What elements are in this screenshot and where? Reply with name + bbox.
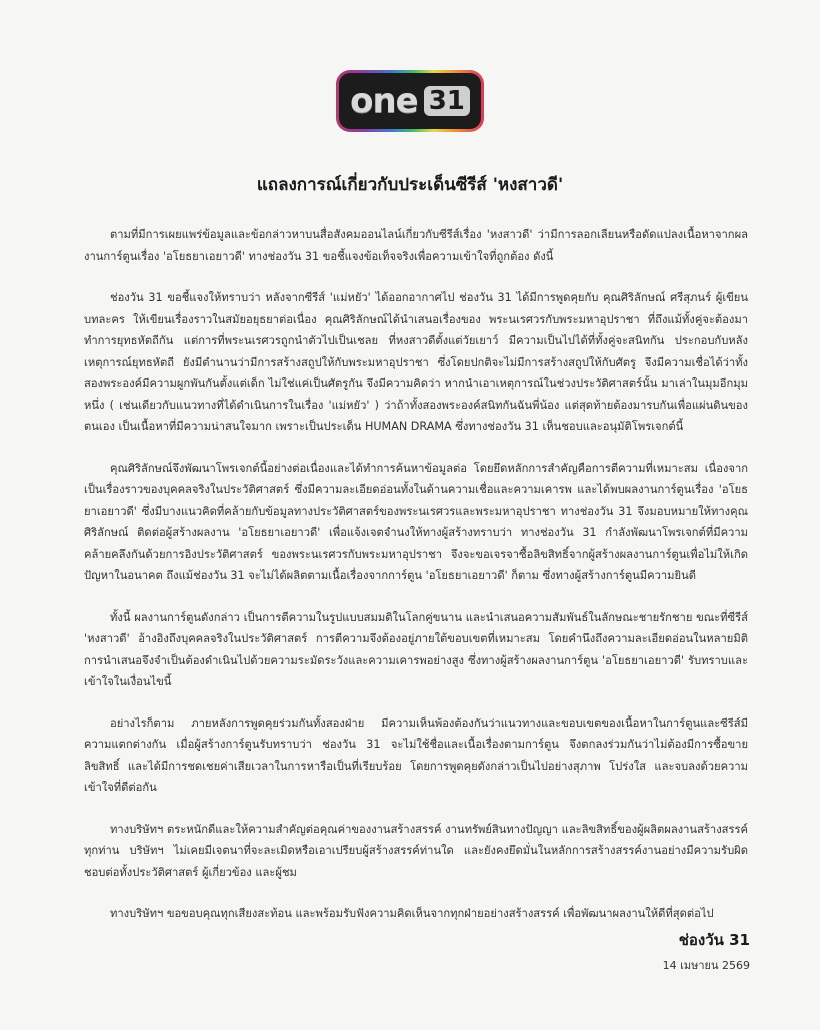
- one31-logo: [336, 70, 484, 132]
- paragraph-4: ทั้งนี้ ผลงานการ์ตูนดังกล่าว เป็นการตีความในรูปแบบสมมติในโลกคู่ขนาน และนำเสนอความสัมพันธ์ในลักษณะชายรักชาย ขณะที่ซีรีส์ 'หงสาวดี' อ้างอิงถึงบุคคลจริงในประวัติศาสตร์ การตีความจึงต้องอยู่ภายใต้ขอบเขตที่เหมาะสม โดยคำนึงถึงความละเอียดอ่อนในหลายมิติ การนำเสนอจึงจำเป็นต้องดำเนินไปด้วยความระมัดระวังและความเคารพอย่างสูง ซึ่งทางผู้สร้างผลงานการ์ตูน 'อโยธยาเอยาวดี' รับทราบและเข้าใจในเงื่อนไขนี้: [84, 610, 748, 688]
- logo-inner: [339, 73, 481, 129]
- signature-block: [663, 928, 750, 974]
- paragraph-2: ช่องวัน 31 ขอชี้แจงให้ทราบว่า หลังจากซีรีส์ 'แม่หยัว' ได้ออกอากาศไป ช่องวัน 31 ได้มีการพูดคุยกับ คุณศิริลักษณ์ ศรีสุภนร์ ผู้เขียนบทละคร ให้เขียนเรื่องราวในสมัยอยุธยาต่อเนื่อง คุณศิริลักษณ์ได้นำเสนอเรื่องของ พระนเรศวรกับพระมหาอุปราชา ที่ถึงแม้ทั้งคู่จะต้องมาทำการยุทธหัตถีกัน แต่การที่พระนเรศวรถูกนำตัวไปเป็นเชลย ที่หงสาวดีตั้งแต่วัยเยาว์ มีความเป็นไปได้ที่ทั้งคู่จะสนิทกัน ประกอบกับหลังเหตุการณ์ยุทธหัตถี ยังมีตำนานว่ามีการสร้างสถูปให้กับพระมหาอุปราชา ซึ่งโดยปกติจะไม่มีการสร้างสถูปให้กับศัตรู จึงมีความเชื่อได้ว่าทั้งสองพระองค์มีความผูกพันกันตั้งแต่เด็ก ไม่ใช่แค่เป็นศัตรูกัน จึงมีความคิดว่า หากนำเอาเหตุการณ์ในช่วงประวัติศาสตร์นั้น มาเล่าในมุมอีกมุมหนึ่ง ( เช่นเดียวกับแนวทางที่ได้ดำเนินการในเรื่อง 'แม่หยัว' ) ว่าถ้าทั้งสองพระองค์สนิทกันฉันพี่น้อง แต่สุดท้ายต้องมารบกันเพื่อแผ่นดินของตนเอง เป็นเนื้อหาที่มีความน่าสนใจมาก เพราะเป็นประเด็น HUMAN DRAMA ซึ่งทางช่องวัน 31 เห็นชอบและอนุมัติโพรเจกต์นี้: [84, 291, 748, 433]
- paragraph-3: คุณศิริลักษณ์จึงพัฒนาโพรเจกต์นี้อย่างต่อเนื่องและได้ทำการค้นหาข้อมูลต่อ โดยยึดหลักการสำคัญคือการตีความที่เหมาะสม เนื่องจากเป็นเรื่องราวของบุคคลจริงในประวัติศาสตร์ ซึ่งมีความละเอียดอ่อนทั้งในด้านความเชื่อและความเคารพ และได้พบผลงานการ์ตูนเรื่อง 'อโยธยาเอยาวดี' ซึ่งมีบางแนวคิดที่คล้ายกับข้อมูลทางประวัติศาสตร์ของพระนเรศวรและพระมหาอุปราชา ทางช่องวัน 31 จึงมอบหมายให้ทางคุณศิริลักษณ์ ติดต่อผู้สร้างผลงาน 'อโยธยาเอยาวดี' เพื่อแจ้งเจตจำนงให้ทางผู้สร้างทราบว่า ทางช่องวัน 31 กำลังพัฒนาโพรเจกต์ที่มีความคล้ายคลึงกันด้วยการอิงประวัติศาสตร์ ของพระนเรศวรกับพระมหาอุปราชา จึงจะขอเจรจาซื้อลิขสิทธิ์จากผู้สร้างผลงานการ์ตูนเพื่อไม่ให้เกิดปัญหาในอนาคต ถึงแม้ช่องวัน 31 จะไม่ได้ผลิตตามเนื้อเรื่องจากการ์ตูน 'อโยธยาเอยาวดี' ก็ตาม ซึ่งทางผู้สร้างการ์ตูนมีความยินดี: [84, 461, 748, 582]
- paragraph-7: ทางบริษัทฯ ขอขอบคุณทุกเสียงสะท้อน และพร้อมรับฟังความคิดเห็นจากทุกฝ่ายอย่างสร้างสรรค์ เพื่อพัฒนาผลงานให้ดีที่สุดต่อไป: [110, 907, 714, 920]
- paragraph-6: ทางบริษัทฯ ตระหนักดีและให้ความสำคัญต่อคุณค่าของงานสร้างสรรค์ งานทรัพย์สินทางปัญญา และลิขสิทธิ์ของผู้ผลิตผลงานสร้างสรรค์ทุกท่าน บริษัทฯ ไม่เคยมีเจตนาที่จะละเมิดหรือเอาเปรียบผู้สร้างสรรค์ท่านใด และยังคงยึดมั่นในหลักการสร้างสรรค์งานอย่างมีความรับผิดชอบต่อทั้งประวัติศาสตร์ ผู้เกี่ยวข้อง และผู้ชม: [84, 822, 748, 879]
- signature-date: 14 เมษายน 2569: [662, 959, 750, 972]
- paragraph-1: ตามที่มีการเผยแพร่ข้อมูลและข้อกล่าวหาบนสื่อสังคมออนไลน์เกี่ยวกับซีรีส์เรื่อง 'หงสาวดี' ว่ามีการลอกเลียนหรือดัดแปลงเนื้อหาจากผลงานการ์ตูนเรื่อง 'อโยธยาเอยาวดี' ทางช่องวัน 31 ขอชี้แจงข้อเท็จจริงเพื่อความเข้าใจที่ถูกต้อง ดังนี้: [84, 228, 748, 263]
- document-title: แถลงการณ์เกี่ยวกับประเด็นซีรีส์ 'หงสาวดี': [256, 175, 564, 195]
- paragraph-5: อย่างไรก็ตาม ภายหลังการพูดคุยร่วมกันทั้งสองฝ่าย มีความเห็นพ้องต้องกันว่าแนวทางและขอบเขตของเนื้อหาในการ์ตูนและซีรีส์มีความแตกต่างกัน เมื่อผู้สร้างการ์ตูนรับทราบว่า ช่องวัน 31 จะไม่ใช้ชื่อและเนื้อเรื่องตามการ์ตูน จึงตกลงร่วมกันว่าไม่ต้องมีการซื้อขายลิขสิทธิ์ และได้มีการชดเชยค่าเสียเวลาในการหารือเป็นที่เรียบร้อย โดยการพูดคุยดังกล่าวเป็นไปอย่างสุภาพ โปร่งใส และจบลงด้วยความเข้าใจที่ดีต่อกัน: [84, 716, 748, 794]
- signature-name: ช่องวัน 31: [678, 931, 750, 949]
- logo-text: one: [350, 81, 418, 121]
- logo-number: 31: [424, 86, 470, 116]
- document-body: [84, 224, 748, 945]
